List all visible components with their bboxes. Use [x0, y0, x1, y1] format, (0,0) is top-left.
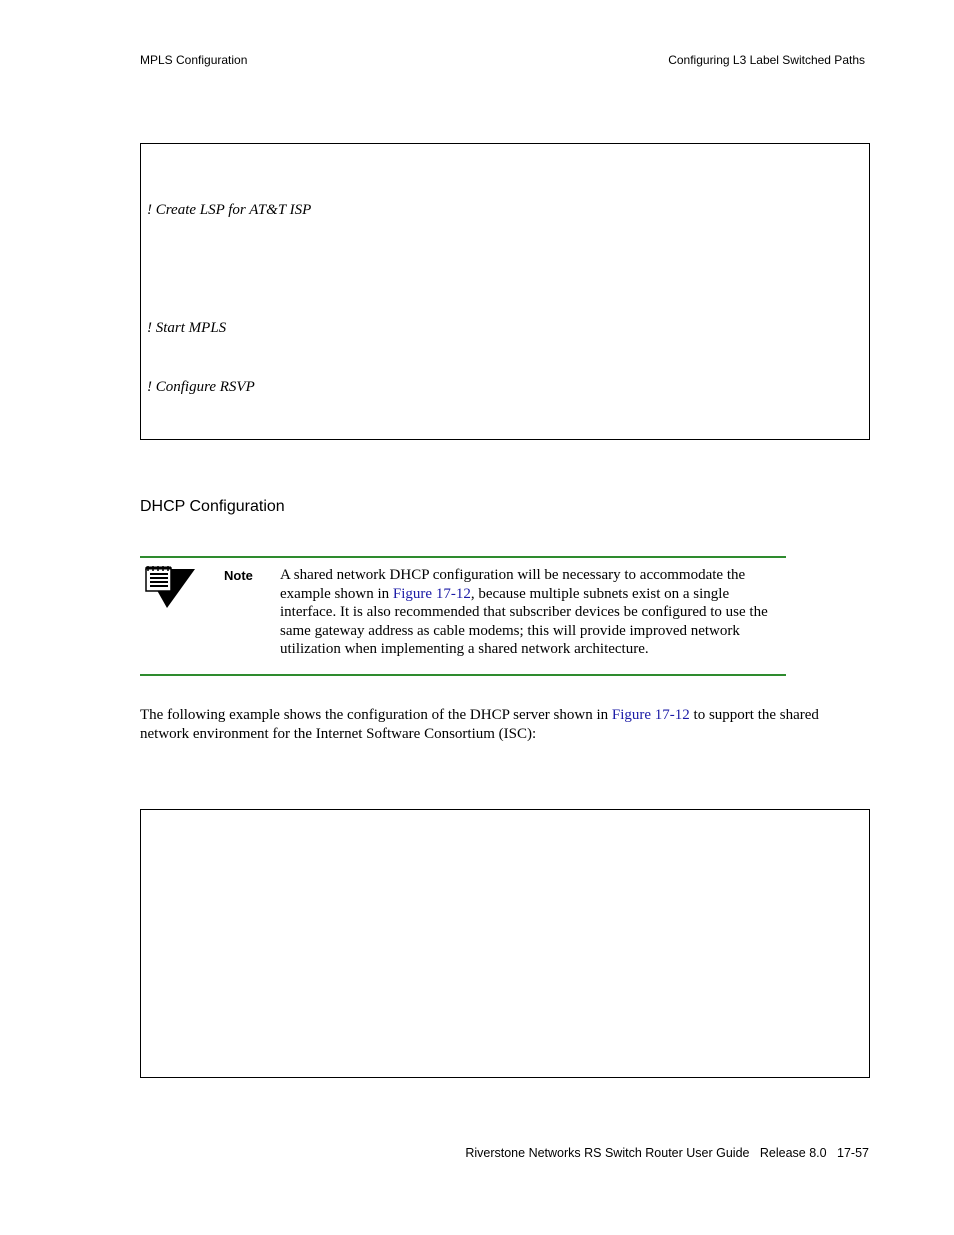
running-header-right: Configuring L3 Label Switched Paths: [668, 53, 865, 67]
section-heading: DHCP Configuration: [140, 498, 285, 515]
code-comment: ! Configure RSVP: [147, 379, 255, 395]
running-header-left: MPLS Configuration: [140, 53, 248, 67]
code-example-box: [140, 809, 870, 1078]
note-text-part: A shared network DHCP configuration will be necessary to accommodate the example shown in: [280, 567, 746, 602]
body-paragraph: [140, 706, 868, 744]
note-top-rule: [140, 556, 786, 558]
code-example-box: [140, 143, 870, 440]
note-pad-icon: [143, 565, 197, 609]
note-text: [280, 566, 786, 659]
note-bottom-rule: [140, 674, 786, 676]
code-comment: ! Start MPLS: [147, 320, 227, 336]
figure-link[interactable]: Figure 17-12: [392, 585, 471, 602]
note-text-part: , because multiple subnets exist on a single interface. It is also recommended that subscriber devices be configured to use the same gateway address as cable modems; this will provide improved network utilization when implementing a shared network architecture.: [280, 585, 768, 658]
running-footer: Riverstone Networks RS Switch Router User Guide Release 8.0 17-57: [465, 1146, 869, 1160]
note-label: Note: [224, 568, 253, 583]
body-text-part: to support the shared network environment for the Internet Software Consortium (ISC):: [140, 707, 819, 742]
code-comment: ! Create LSP for AT&T ISP: [147, 202, 312, 218]
figure-link[interactable]: Figure 17-12: [611, 707, 690, 723]
body-text-part: The following example shows the configuration of the DHCP server shown in: [140, 707, 612, 723]
